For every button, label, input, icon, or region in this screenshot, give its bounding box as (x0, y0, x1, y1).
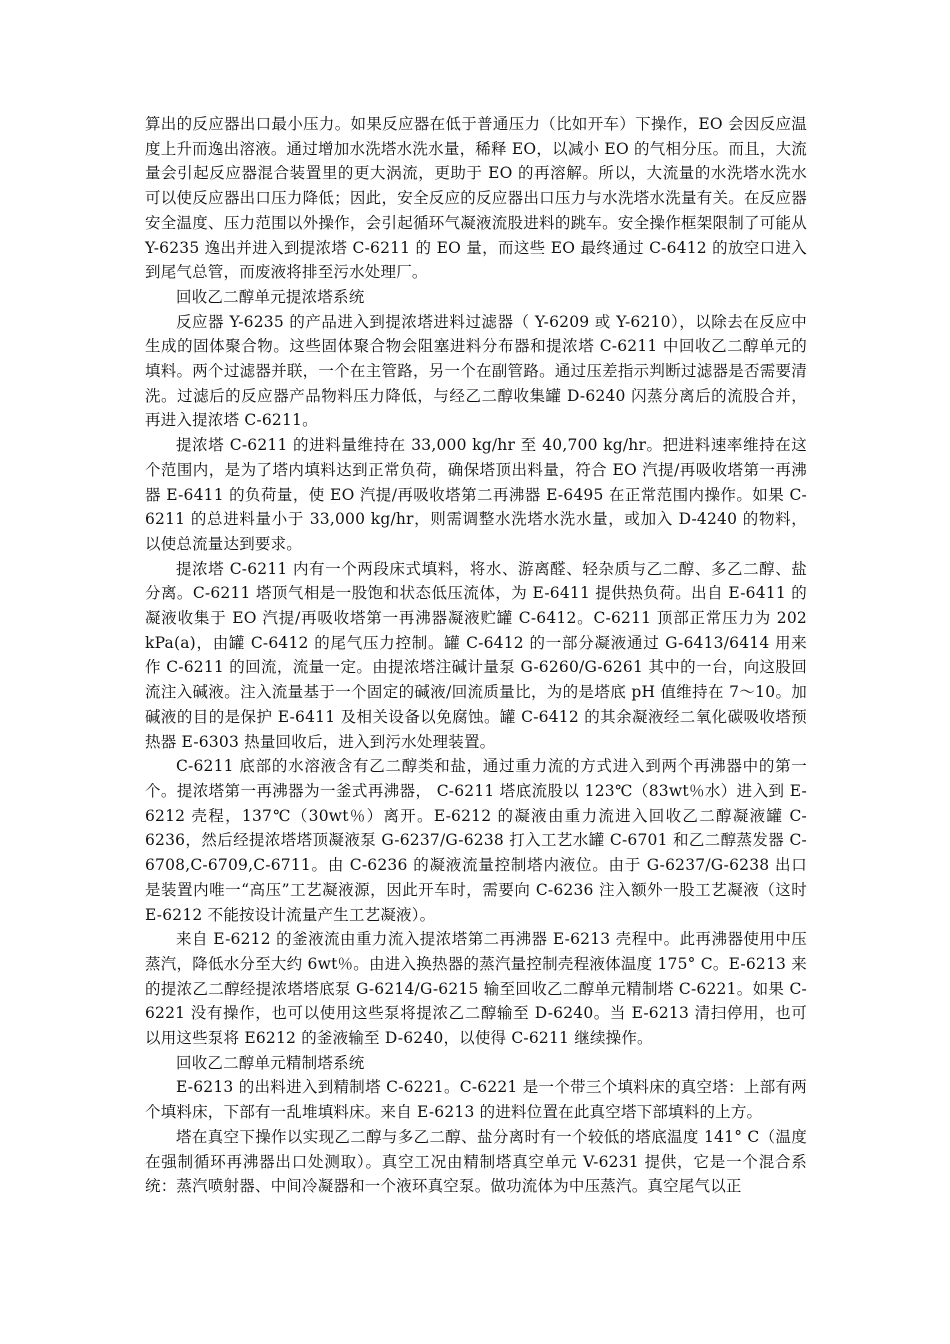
paragraph-first-reboiler: C-6211 底部的水溶液含有乙二醇类和盐，通过重力流的方式进入到两个再沸器中的第一个。提浓塔第一再沸器为一釜式再沸器， C-6211 塔底流股以 123℃（83wt％水）进入到 E-6212 壳程，137℃（30wt％）离开。E-6212 的凝液由重力流进入回收乙二醇凝液罐 C-6236，然后经提浓塔塔顶凝液泵 G-6237/G-6238 打入工艺水罐 C-6701 和乙二醇蒸发器 C-6708,C-6709,C-6711。由 C-6236 的凝液流量控制塔内液位。由于 G-6237/G-6238 出口是装置内唯一“高压”工艺凝液源，因此开车时，需要向 C-6236 注入额外一股工艺凝液（这时 E-6212 不能按设计流量产生工艺凝液）。 (145, 757, 807, 924)
paragraph-refining-tower: E-6213 的出料进入到精制塔 C-6221。C-6221 是一个带三个填料床的真空塔：上部有两个填料床，下部有一乱堆填料床。来自 E-6213 的进料位置在此真空塔下部填料的上方。 (145, 1078, 807, 1122)
paragraph-feed-rate: 提浓塔 C-6211 的进料量维持在 33,000 kg/hr 至 40,700 kg/hr。把进料速率维持在这个范围内，是为了塔内填料达到正常负荷，确保塔顶出料量，符合 EO 汽提/再吸收塔第一再沸器 E-6411 的负荷量，使 EO 汽提/再吸收塔第二再沸器 E-6495 在正常范围内操作。如果 C-6211 的总进料量小于 33,000 kg/hr，则需调整水洗塔水洗水量，或加入 D-4240 的物料，以使总流量达到要求。 (145, 436, 807, 553)
document-page (145, 112, 807, 1199)
section-heading-refining: 回收乙二醇单元精制塔系统 (176, 1053, 365, 1072)
paragraph-second-reboiler: 来自 E-6212 的釜液流由重力流入提浓塔第二再沸器 E-6213 壳程中。此再沸器使用中压蒸汽，降低水分至大约 6wt％。由进入换热器的蒸汽量控制壳程液体温度 175° C。E-6213 来的提浓乙二醇经提浓塔塔底泵 G-6214/G-6215 输至回收乙二醇单元精制塔 C-6221。如果 C-6221 没有操作，也可以使用这些泵将提浓乙二醇输至 D-6240。当 E-6213 清扫停用，也可以用这些泵将 E6212 的釜液输至 D-6240，以使得 C-6211 继续操作。 (145, 930, 807, 1048)
paragraph-packing: 提浓塔 C-6211 内有一个两段床式填料，将水、游离醛、轻杂质与乙二醇、多乙二醇、盐分离。C-6211 塔顶气相是一股饱和状态低压流体，为 E-6411 提供热负荷。出自 E-6411 的凝液收集于 EO 汽提/再吸收塔第一再沸器凝液贮罐 C-6412。C-6211 顶部正常压力为 202 kPa(a)，由罐 C-6412 的尾气压力控制。罐 C-6412 的一部分凝液通过 G-6413/6414 用来作 C-6211 的回流，流量一定。由提浓塔注碱计量泵 G-6260/G-6261 其中的一台，向这股回流注入碱液。注入流量基于一个固定的碱液/回流质量比，为的是塔底 pH 值维持在 7～10。加碱液的目的是保护 E-6411 及相关设备以免腐蚀。罐 C-6412 的其余凝液经二氧化碳吸收塔预热器 E-6303 热量回收后，进入到污水处理装置。 (145, 559, 807, 751)
paragraph-vacuum: 塔在真空下操作以实现乙二醇与多乙二醇、盐分离时有一个较低的塔底温度 141° C（温度在强制循环再沸器出口处测取）。真空工况由精制塔真空单元 V-6231 提供，它是一个混合系统：蒸汽喷射器、中间冷凝器和一个液环真空泵。做功流体为中压蒸汽。真空尾气以正 (145, 1127, 807, 1196)
paragraph-filters: 反应器 Y-6235 的产品进入到提浓塔进料过滤器（ Y-6209 或 Y-6210），以除去在反应中生成的固体聚合物。这些固体聚合物会阻塞进料分布器和提浓塔 C-6211 中回收乙二醇单元的填料。两个过滤器并联，一个在主管路，另一个在副管路。通过压差指示判断过滤器是否需要清洗。过滤后的反应器产品物料压力降低，与经乙二醇收集罐 D-6240 闪蒸分离后的流股合并，再进入提浓塔 C-6211。 (145, 312, 807, 430)
paragraph-reactor-pressure: 算出的反应器出口最小压力。如果反应器在低于普通压力（比如开车）下操作，EO 会因反应温度上升而逸出溶液。通过增加水洗塔水洗水量，稀释 EO，以减小 EO 的气相分压。而且，大流量会引起反应器混合装置里的更大涡流，更助于 EO 的再溶解。所以，大流量的水洗塔水洗水可以使反应器出口压力降低；因此，安全反应的反应器出口压力与水洗塔水洗量有关。在反应器安全温度、压力范围以外操作，会引起循环气凝液流股进料的跳车。安全操作框架限制了可能从 Y-6235 逸出并进入到提浓塔 C-6211 的 EO 量，而这些 EO 最终通过 C-6412 的放空口进入到尾气总管，而废液将排至污水处理厂。 (145, 115, 807, 282)
section-heading-concentrator: 回收乙二醇单元提浓塔系统 (176, 287, 365, 306)
